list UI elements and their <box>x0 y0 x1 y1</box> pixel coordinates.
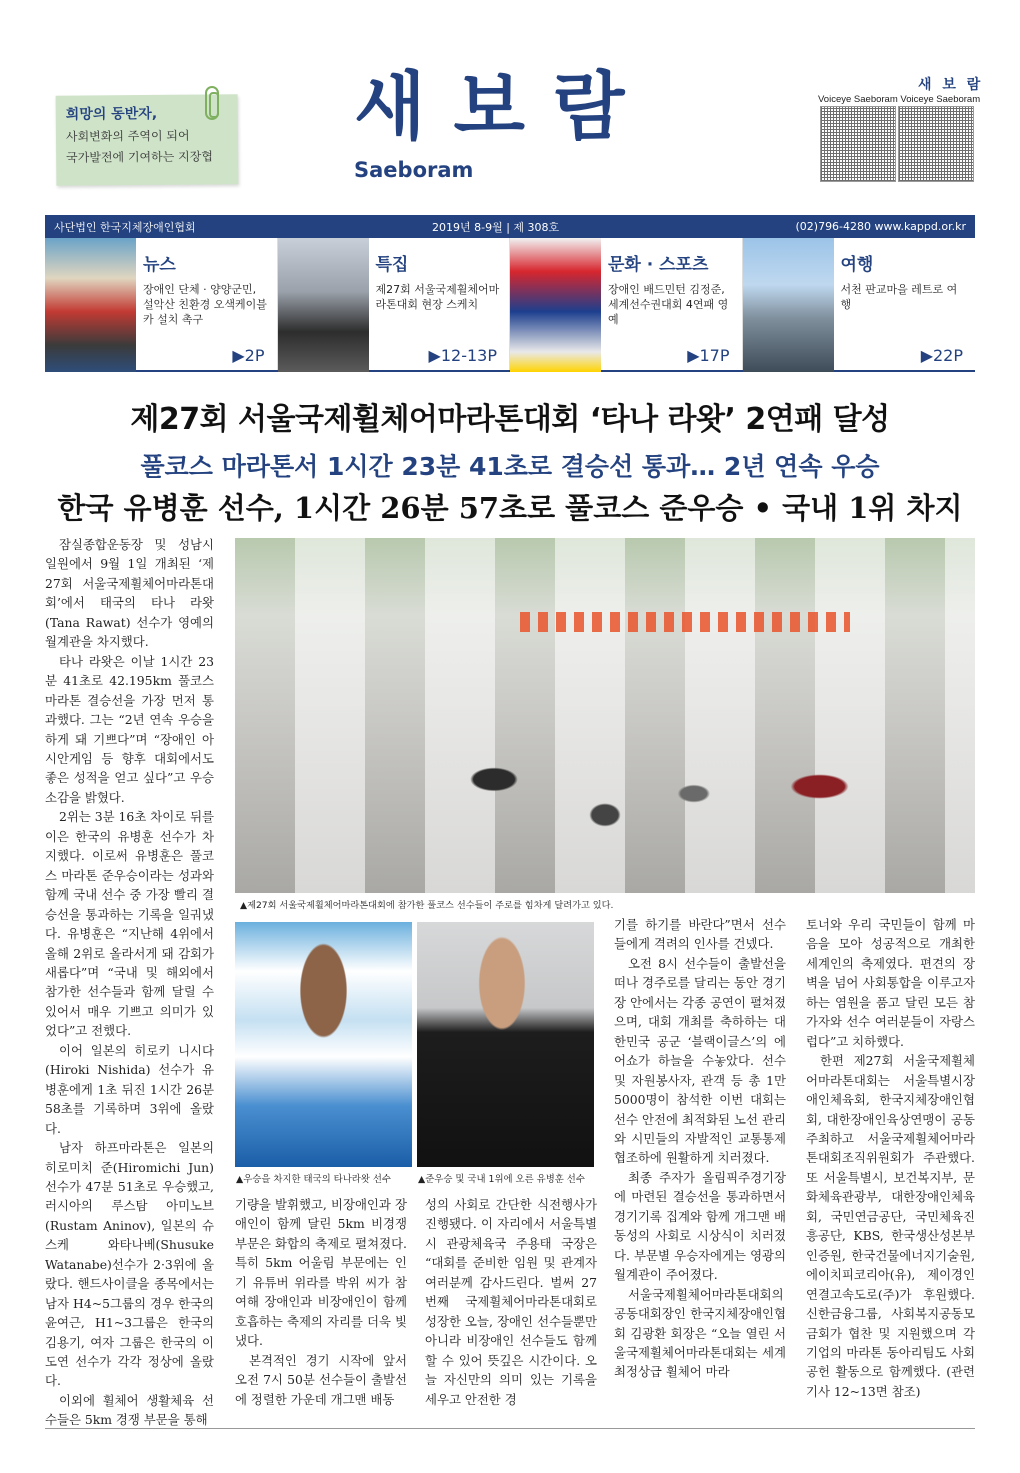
paragraph: 서울국제휠체어마라톤대회의 공동대회장인 한국지체장애인협회 김광환 회장은 “오늘 열린 서울국제휠체어마라톤대회는 세계 최정상급 휠체어 마라 <box>614 1286 786 1380</box>
paragraph: 이어 일본의 히로키 니시다(Hiroki Nishida) 선수가 유병훈에게 1초 뒤진 1시간 26분 58초를 기록하며 3위에 올랐다. <box>45 1042 214 1136</box>
paragraph: 잠실종합운동장 및 성남시 일원에서 9월 1일 개최된 ‘제27회 서울국제휠체어마라톤대회’에서 태국의 타나 라왓(Tana Rawat) 선수가 영예의 월계관을 차지했다. <box>45 537 214 650</box>
paragraph: 최종 주자가 올림픽주경기장에 마련된 결승선을 통과하면서 경기기록 집계와 함께 개그맨 배동성의 사회로 시상식이 치러졌다. 부문별 우승자에게는 영광의 월계관이 주어졌다. <box>614 1169 786 1283</box>
headline-main: 제27회 서울국제휠체어마라톤대회 ‘타나 라왓’ 2연패 달성 <box>130 402 890 437</box>
paragraph: 이외에 휠체어 생활체육 선수들은 5km 경쟁 부문을 통해 <box>45 1392 214 1428</box>
index-thumb-feature <box>278 238 369 372</box>
bottom-divider <box>45 1428 975 1429</box>
index-page: ▶17P <box>687 346 730 365</box>
slogan-line-2: 사회변화의 주역이 되어 <box>65 128 190 144</box>
index-section: 여행 <box>840 255 874 275</box>
paragraph: 성의 사회로 간단한 식전행사가 진행됐다. 이 자리에서 서울특별시 관광체육국 주용태 국장은 “대회를 준비한 임원 및 관계자 여러분께 감사드린다. 벌써 27번째 국제휠체어마라톤대회로 성장한 오늘, 장애인 선수들뿐만 아니라 비장애인 선수들도 함께할 수 있어 뜻깊은 시간이다. 오늘 자신만의 의미 있는 기록을 세우고 안전한 경 <box>425 1197 597 1407</box>
index-item-news[interactable] <box>45 238 278 370</box>
masthead-title-en: Saeboram <box>354 158 474 182</box>
index-page: ▶22P <box>920 346 963 365</box>
article-column-4 <box>614 915 786 1382</box>
article-column-1 <box>45 535 214 1430</box>
masthead-title: 새보람 <box>354 64 653 150</box>
caption-photo-winner: ▲우승을 차지한 태국의 타나라왓 선수 <box>236 1174 391 1185</box>
voiceeye-code-1 <box>820 106 896 182</box>
index-section: 뉴스 <box>143 255 176 275</box>
section-index <box>45 238 975 372</box>
index-desc: 서천 판교마을 레트로 여행 <box>840 283 958 311</box>
index-desc: 장애인 배드민턴 김정준, 세계선수권대회 4연패 영예 <box>608 283 729 326</box>
photo-winner-tana-rawat <box>235 922 412 1167</box>
article-column-5 <box>806 915 975 1401</box>
index-thumb-culture <box>510 238 601 372</box>
contact-info[interactable]: (02)796-4280 www.kappd.or.kr <box>795 220 966 233</box>
org-name: 사단법인 한국지체장애인협회 <box>54 220 196 234</box>
headline-sub-1: 풀코스 마라톤서 1시간 23분 41초로 결승선 통과… 2년 연속 우승 <box>140 452 880 481</box>
paragraph: 본격적인 경기 시작에 앞서 오전 7시 50분 선수들이 출발선에 정렬한 가운데 개그맨 배동 <box>235 1352 407 1407</box>
voiceeye-title: 새 보 람 <box>918 77 984 93</box>
paragraph: 2위는 3분 16초 차이로 뒤를 이은 한국의 유병훈 선수가 차지했다. 이로써 유병훈은 풀코스 마라톤 준우승이라는 성과와 함께 국내 선수 중 가장 빨리 결승선을 통과하는 기록을 일궈냈다. 유병훈은 “지난해 4위에서 올해 2위로 올라서게 돼 감회가 새롭다”며 “국내 및 해외에서 참가한 선수들과 함께 달릴 수 있어서 매우 기쁘고 의미가 있었다”고 전했다. <box>45 809 215 1039</box>
paragraph: 타나 라왓은 이날 1시간 23분 41초로 42.195km 풀코스 마라톤 결승선을 가장 먼저 통과했다. 그는 “2년 연속 우승을 하게 돼 기쁘다”며 “장애인 아시안게임 등 향후 대회에서도 좋은 성적을 얻고 싶다”고 우승 소감을 밝혔다. <box>45 653 214 805</box>
voiceeye-code-2 <box>898 106 974 182</box>
index-section: 문화 · 스포츠 <box>608 255 709 275</box>
index-item-culture-sports[interactable] <box>510 238 743 370</box>
index-desc: 장애인 단체 · 양양군민, 설악산 친환경 오색케이블카 설치 촉구 <box>143 283 267 326</box>
index-section: 특집 <box>375 255 409 275</box>
index-thumb-travel <box>743 238 834 372</box>
headline-sub-2: 한국 유병훈 선수, 1시간 26분 57초로 풀코스 준우승 • 국내 1위 차지 <box>57 491 963 525</box>
paragraph: 토너와 우리 국민들이 함께 마음을 모아 성공적으로 개최한 세계인의 축제였다. 편견의 장벽을 넘어 사회통합을 이루고자 하는 염원을 품고 달린 모든 참가자와 선수 여러분들이 자랑스럽다”고 치하했다. <box>806 917 975 1049</box>
index-desc: 제27회 서울국제휠체어마라톤대회 현장 스케치 <box>375 283 500 311</box>
article-column-2 <box>235 1195 407 1409</box>
index-item-feature[interactable] <box>278 238 511 370</box>
paragraph: 오전 8시 선수들이 출발선을 떠나 경주로를 달리는 동안 경기장 안에서는 각종 공연이 펼쳐졌으며, 대회 개최를 축하하는 대한민국 공군 ‘블랙이글스’의 에어쇼가 하늘을 수놓았다. 선수 및 자원봉사자, 관객 등 총 1만 5000명이 참석한 이번 대회는 선수 안전에 최적화된 노선 관리와 시민들의 자발적인 교통통제 협조하에 원활하게 치러졌다. <box>614 955 786 1166</box>
article-column-3 <box>425 1195 597 1409</box>
slogan-line-3: 국가발전에 기여하는 지장협 <box>66 149 213 165</box>
index-thumb-news <box>45 238 136 372</box>
photo-runnerup-yoo <box>417 922 594 1167</box>
index-page: ▶2P <box>232 346 265 365</box>
caption-main-photo: ▲제27회 서울국제휠체어마라톤대회에 참가한 풀코스 선수들이 주로를 힘차게 달려가고 있다. <box>240 900 614 911</box>
paragraph: 기량을 발휘했고, 비장애인과 장애인이 함께 달린 5km 비경쟁 부문은 화합의 축제로 펼쳐졌다. 특히 5km 어울림 부문에는 인기 유튜버 위라를 박위 씨가 참여해 장애인과 비장애인이 함께 호흡하는 축제의 자리를 더욱 빛냈다. <box>235 1197 407 1349</box>
paragraph: 남자 하프마라톤은 일본의 히로미치 준(Hiromichi Jun) 선수가 47분 51초로 우승했고, 러시아의 루스탐 아미노브(Rustam Aninov), 일본의 슈스케 와타나베(Shusuke Watanabe)선수가 2·3위에 올랐다. 핸드사이클을 종목에서는 남자 H4~5그룹의 경우 한국의 윤여근, H1~3그룹은 한국의 김용기, 여자 그룹은 한국의 이도연 선수가 각각 정상에 올랐다. <box>45 1140 214 1389</box>
issue-number: 2019년 8-9월 | 제 308호 <box>431 220 560 234</box>
voiceeye-label: Voiceye Saeboram Voiceye Saeboram <box>818 94 981 105</box>
paperclip-icon <box>205 86 219 120</box>
issue-info-bar <box>45 215 975 238</box>
index-item-travel[interactable] <box>743 238 976 370</box>
index-page: ▶12-13P <box>428 346 497 365</box>
photo-marathon-race <box>235 538 975 893</box>
caption-photo-runnerup: ▲준우승 및 국내 1위에 오른 유병훈 선수 <box>418 1174 585 1185</box>
traffic-cones <box>520 612 850 632</box>
paragraph: 한편 제27회 서울국제휠체어마라톤대회는 서울특별시장애인체육회, 한국지체장애인협회, 대한장애인육상연맹이 공동주최하고 서울국제휠체어마라톤대회조직위원회가 주관했다. 또 서울특별시, 보건복지부, 문화체육관광부, 대한장애인체육회, 국민연금공단, 국민체육진흥공단, KBS, 한국생산성본부인증원, 한국건물에너지기술원, 에이치피코리아(유), 제이경인연결고속도로(주)가 후원했다. 신한금융그룹, 사회복지공동모금회가 협찬 및 지원했으며 각 기업의 마라톤 동아리팀도 사회공헌 활동으로 함께했다. (관련기사 12~13면 참조) <box>806 1053 975 1399</box>
paragraph: 기를 하기를 바란다”면서 선수들에게 격려의 인사를 건넸다. <box>614 917 786 952</box>
slogan-line-1: 희망의 동반자, <box>65 105 158 123</box>
